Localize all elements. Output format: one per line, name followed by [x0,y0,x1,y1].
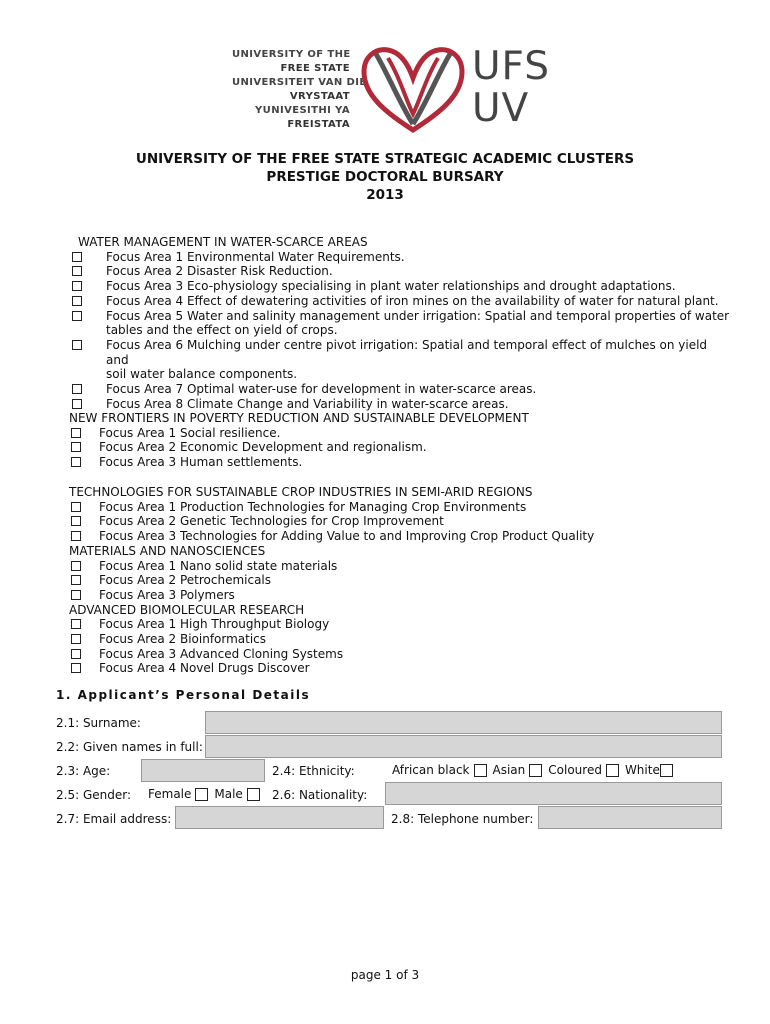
ethnicity-option-label: Coloured [548,763,602,777]
ethnicity-checkbox-coloured[interactable] [606,764,619,777]
checkbox[interactable] [72,399,82,409]
email-label: 2.7: Email address: [56,812,172,826]
focus-area-label: Focus Area 1 High Throughput Biology [99,617,330,632]
logo-abbr-bottom: UV [472,86,530,131]
focus-area-label: Focus Area 2 Bioinformatics [99,632,267,647]
age-label: 2.3: Age: [56,764,111,778]
logo-abbreviation [472,46,550,130]
checkbox[interactable] [71,590,81,600]
focus-area-label: Focus Area 2 Disaster Risk Reduction. [106,264,333,279]
ethnicity-option-label: African black [392,763,470,777]
focus-area-item [69,426,729,441]
focus-area-item [72,309,732,338]
checkbox[interactable] [71,663,81,673]
ethnicity-checkbox-white[interactable] [660,764,673,777]
logo-line: FREISTATA [287,119,350,130]
focus-area-label-continued: tables and the effect on yield of crops. [106,323,338,338]
logo-line: UNIVERSITY OF THE [232,49,351,60]
checkbox[interactable] [72,266,82,276]
focus-area-label: Focus Area 6 Mulching under centre pivot irrigation: Spatial and temporal effect of mulches on yield and [106,337,708,367]
checkbox[interactable] [72,311,82,321]
ethnicity-option-label: Asian [492,763,526,777]
focus-area-label: Focus Area 1 Nano solid state materials [99,558,338,573]
focus-area-item [69,500,729,515]
focus-area-label: Focus Area 3 Human settlements. [99,455,303,470]
focus-area-item [69,588,729,603]
gender-checkbox-female[interactable] [195,788,208,801]
checkbox[interactable] [72,296,82,306]
ethnicity-options [392,763,673,777]
page-number: page 1 of 3 [350,968,420,982]
focus-area-item [72,279,732,294]
focus-area-item [72,397,732,412]
focus-area-item [69,440,729,455]
focus-area-label: Focus Area 1 Environmental Water Requirements. [106,249,405,264]
title-line: UNIVERSITY OF THE FREE STATE STRATEGIC ACADEMIC CLUSTERS [135,151,635,167]
checkbox[interactable] [71,649,81,659]
gender-label: 2.5: Gender: [56,788,131,802]
focus-area-label: Focus Area 5 Water and salinity management under irrigation: Spatial and temporal properties of water [106,308,730,323]
focus-area-item [69,632,729,647]
focus-area-item [69,573,729,588]
focus-area-item [69,647,729,662]
checkbox[interactable] [71,531,81,541]
telephone-field[interactable] [538,806,722,829]
focus-area-label: Focus Area 3 Eco-physiology specialising in plant water relationships and drought adaptations. [106,279,676,294]
checkbox[interactable] [71,442,81,452]
ethnicity-option-label: White [624,763,660,777]
section-heading-personal-details: 1. Applicant’s Personal Details [56,688,311,702]
focus-area-item [69,455,729,470]
focus-area-label: Focus Area 3 Advanced Cloning Systems [99,646,344,661]
nationality-field[interactable] [385,782,722,805]
checkbox[interactable] [72,281,82,291]
focus-area-label: Focus Area 2 Genetic Technologies for Crop Improvement [99,514,444,529]
email-field[interactable] [175,806,384,829]
ethnicity-checkbox-african-black[interactable] [474,764,487,777]
focus-area-label-continued: soil water balance components. [106,367,298,382]
gender-option-label: Male [214,787,243,801]
gender-checkbox-male[interactable] [247,788,260,801]
focus-area-item [69,617,729,632]
focus-area-label: Focus Area 8 Climate Change and Variability in water-scarce areas. [106,396,509,411]
cluster-heading: ADVANCED BIOMOLECULAR RESEARCH [69,602,305,617]
focus-area-label: Focus Area 3 Polymers [99,587,235,602]
checkbox[interactable] [71,634,81,644]
cluster-poverty [69,411,729,470]
age-field[interactable] [141,759,265,782]
gender-options [148,787,260,801]
surname-field[interactable] [205,711,722,734]
focus-area-label: Focus Area 3 Technologies for Adding Value to and Improving Crop Product Quality [99,529,595,544]
cluster-heading: NEW FRONTIERS IN POVERTY REDUCTION AND SUSTAINABLE DEVELOPMENT [69,411,529,425]
focus-area-item [69,559,729,574]
checkbox[interactable] [71,457,81,467]
checkbox[interactable] [71,502,81,512]
focus-area-item [69,514,729,529]
focus-area-label: Focus Area 1 Production Technologies for Managing Crop Environments [99,499,527,514]
focus-area-label: Focus Area 7 Optimal water-use for development in water-scarce areas. [106,382,537,397]
focus-area-label: Focus Area 1 Social resilience. [99,425,281,440]
checkbox[interactable] [71,619,81,629]
checkbox[interactable] [72,252,82,262]
checkbox[interactable] [72,384,82,394]
telephone-label: 2.8: Telephone number: [391,812,534,826]
title-line: PRESTIGE DOCTORAL BURSARY [266,169,504,185]
ethnicity-label: 2.4: Ethnicity: [272,764,355,778]
nationality-label: 2.6: Nationality: [272,788,368,802]
focus-area-label: Focus Area 2 Economic Development and regionalism. [99,440,427,455]
document-title [0,150,770,204]
focus-area-label: Focus Area 2 Petrochemicals [99,573,272,588]
logo-line: YUNIVESITHI YA [255,105,350,116]
gender-option-label: Female [148,787,192,801]
cluster-heading: MATERIALS AND NANOSCIENCES [69,543,266,558]
focus-area-item [72,294,732,309]
checkbox[interactable] [72,340,82,350]
checkbox[interactable] [71,428,81,438]
focus-area-label: Focus Area 4 Novel Drugs Discover [99,661,310,676]
focus-area-item [72,250,732,265]
checkbox[interactable] [71,516,81,526]
logo-wordmark [232,48,367,132]
cluster-water [72,235,732,411]
focus-area-item [72,382,732,397]
ethnicity-checkbox-asian[interactable] [529,764,542,777]
focus-area-item [72,264,732,279]
focus-area-item [69,529,729,544]
heart-emblem-icon [358,44,468,136]
cluster-heading: WATER MANAGEMENT IN WATER-SCARCE AREAS [78,235,368,249]
cluster-crop [69,485,729,676]
logo-line: UNIVERSITEIT VAN DIE [232,77,367,88]
given-names-field[interactable] [205,735,722,758]
focus-area-item [69,661,729,676]
checkbox[interactable] [71,575,81,585]
focus-area-item [72,338,732,382]
given-names-label: 2.2: Given names in full: [56,740,203,754]
cluster-heading: TECHNOLOGIES FOR SUSTAINABLE CROP INDUSTRIES IN SEMI-ARID REGIONS [69,485,533,499]
logo-line: FREE STATE [280,63,350,74]
title-year: 2013 [366,187,404,203]
surname-label: 2.1: Surname: [56,716,141,730]
checkbox[interactable] [71,561,81,571]
logo-abbr-top: UFS [472,44,551,89]
focus-area-label: Focus Area 4 Effect of dewatering activities of iron mines on the availability of water for natural plant. [106,293,719,308]
ufs-logo [232,44,562,134]
logo-line: VRYSTAAT [289,91,350,102]
